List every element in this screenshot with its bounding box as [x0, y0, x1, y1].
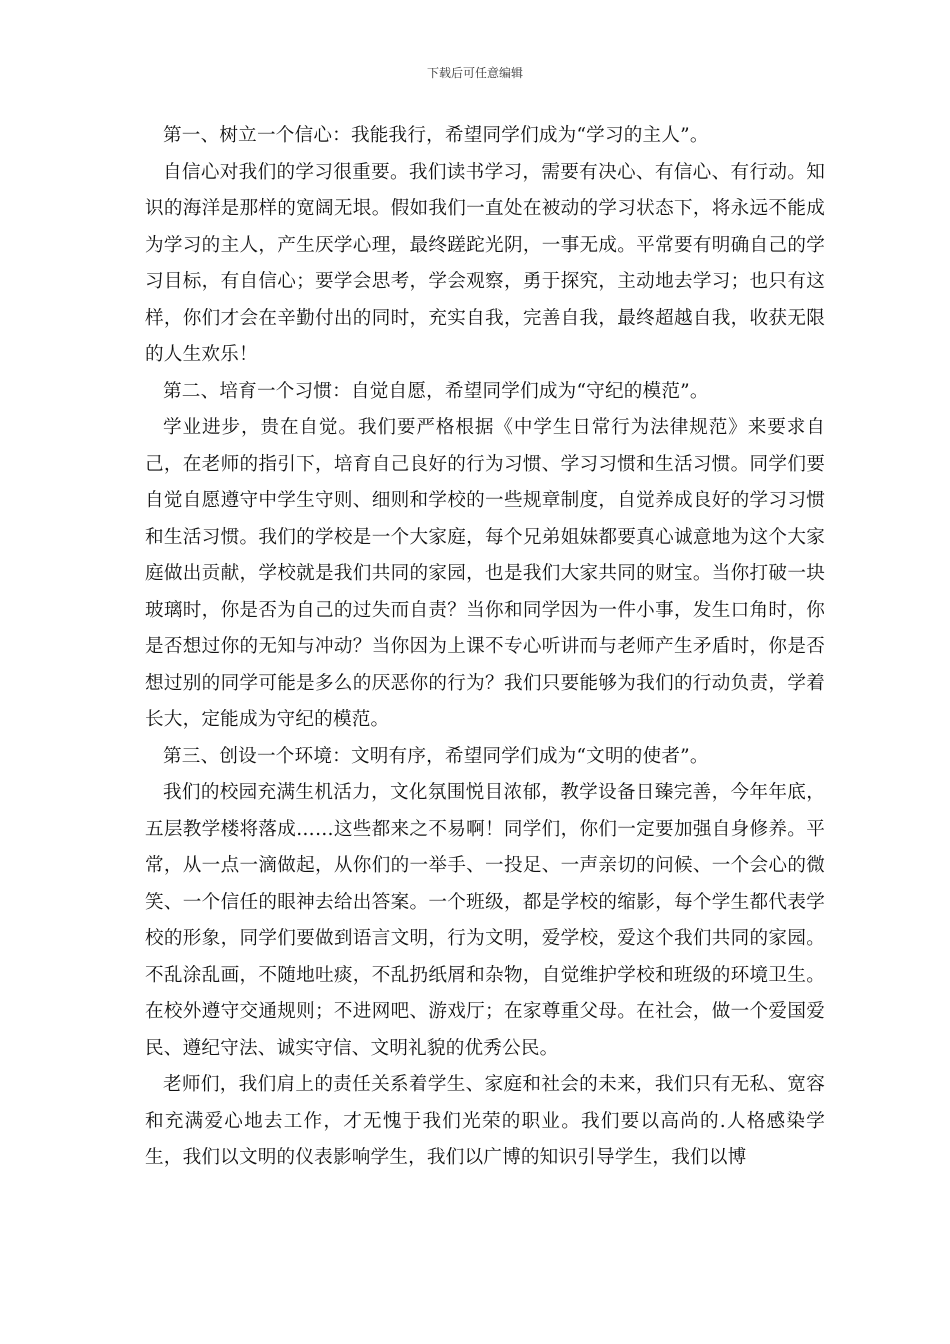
document-body	[145, 118, 825, 1177]
paragraph-environment: 我们的校园充满生机活力，文化氛围悦目浓郁，教学设备日臻完善，今年年底，五层教学楼将落成……这些都来之不易啊！同学们，你们一定要加强自身修养。平常，从一点一滴做起，从你们的一举手、一投足、一声亲切的问候、一个会心的微笑、一个信任的眼神去给出答案。一个班级，都是学校的缩影，每个学生都代表学校的形象，同学们要做到语言文明，行为文明，爱学校，爱这个我们共同的家园。不乱涂乱画，不随地吐痰，不乱扔纸屑和杂物，自觉维护学校和班级的环境卫生。在校外遵守交通规则；不进网吧、游戏厅；在家尊重父母。在社会，做一个爱国爱民、遵纪守法、诚实守信、文明礼貌的优秀公民。	[145, 782, 825, 1059]
section-heading-3: 第三、创设一个环境：文明有序，希望同学们成为“文明的使者”。	[163, 745, 709, 767]
section-heading-2: 第二、培育一个习惯：自觉自愿，希望同学们成为“守纪的模范”。	[163, 380, 709, 402]
paragraph-habits: 学业进步，贵在自觉。我们要严格根据《中学生日常行为法律规范》来要求自己，在老师的指引下，培育自己良好的行为习惯、学习习惯和生活习惯。同学们要自觉自愿遵守中学生守则、细则和学校的一些规章制度，自觉养成良好的学习习惯和生活习惯。我们的学校是一个大家庭，每个兄弟姐妹都要真心诚意地为这个大家庭做出贡献，学校就是我们共同的家园，也是我们大家共同的财宝。当你打破一块玻璃时，你是否为自己的过失而自责？当你和同学因为一件小事，发生口角时，你是否想过你的无知与冲动？当你因为上课不专心听讲而与老师产生矛盾时，你是否想过别的同学可能是多么的厌恶你的行为？我们只要能够为我们的行动负责，学着长大，定能成为守纪的模范。	[145, 417, 825, 730]
page-header: 下载后可任意编辑	[426, 66, 523, 80]
section-heading-1: 第一、树立一个信心：我能我行，希望同学们成为“学习的主人”。	[163, 125, 709, 146]
paragraph-confidence: 自信心对我们的学习很重要。我们读书学习，需要有决心、有信心、有行动。知识的海洋是那样的宽阔无垠。假如我们一直处在被动的学习状态下，将永远不能成为学习的主人，产生厌学心理，最终蹉跎光阴，一事无成。平常要有明确自己的学习目标，有自信心；要学会思考，学会观察，勇于探究，主动地去学习；也只有这样，你们才会在辛勤付出的同时，充实自我，完善自我，最终超越自我，收获无限的人生欢乐！	[145, 161, 825, 365]
paragraph-teachers: 老师们，我们肩上的责任关系着学生、家庭和社会的未来，我们只有无私、宽容和充满爱心地去工作，才无愧于我们光荣的职业。我们要以高尚的.人格感染学生，我们以文明的仪表影响学生，我们以广博的知识引导学生，我们以博	[145, 1074, 825, 1168]
